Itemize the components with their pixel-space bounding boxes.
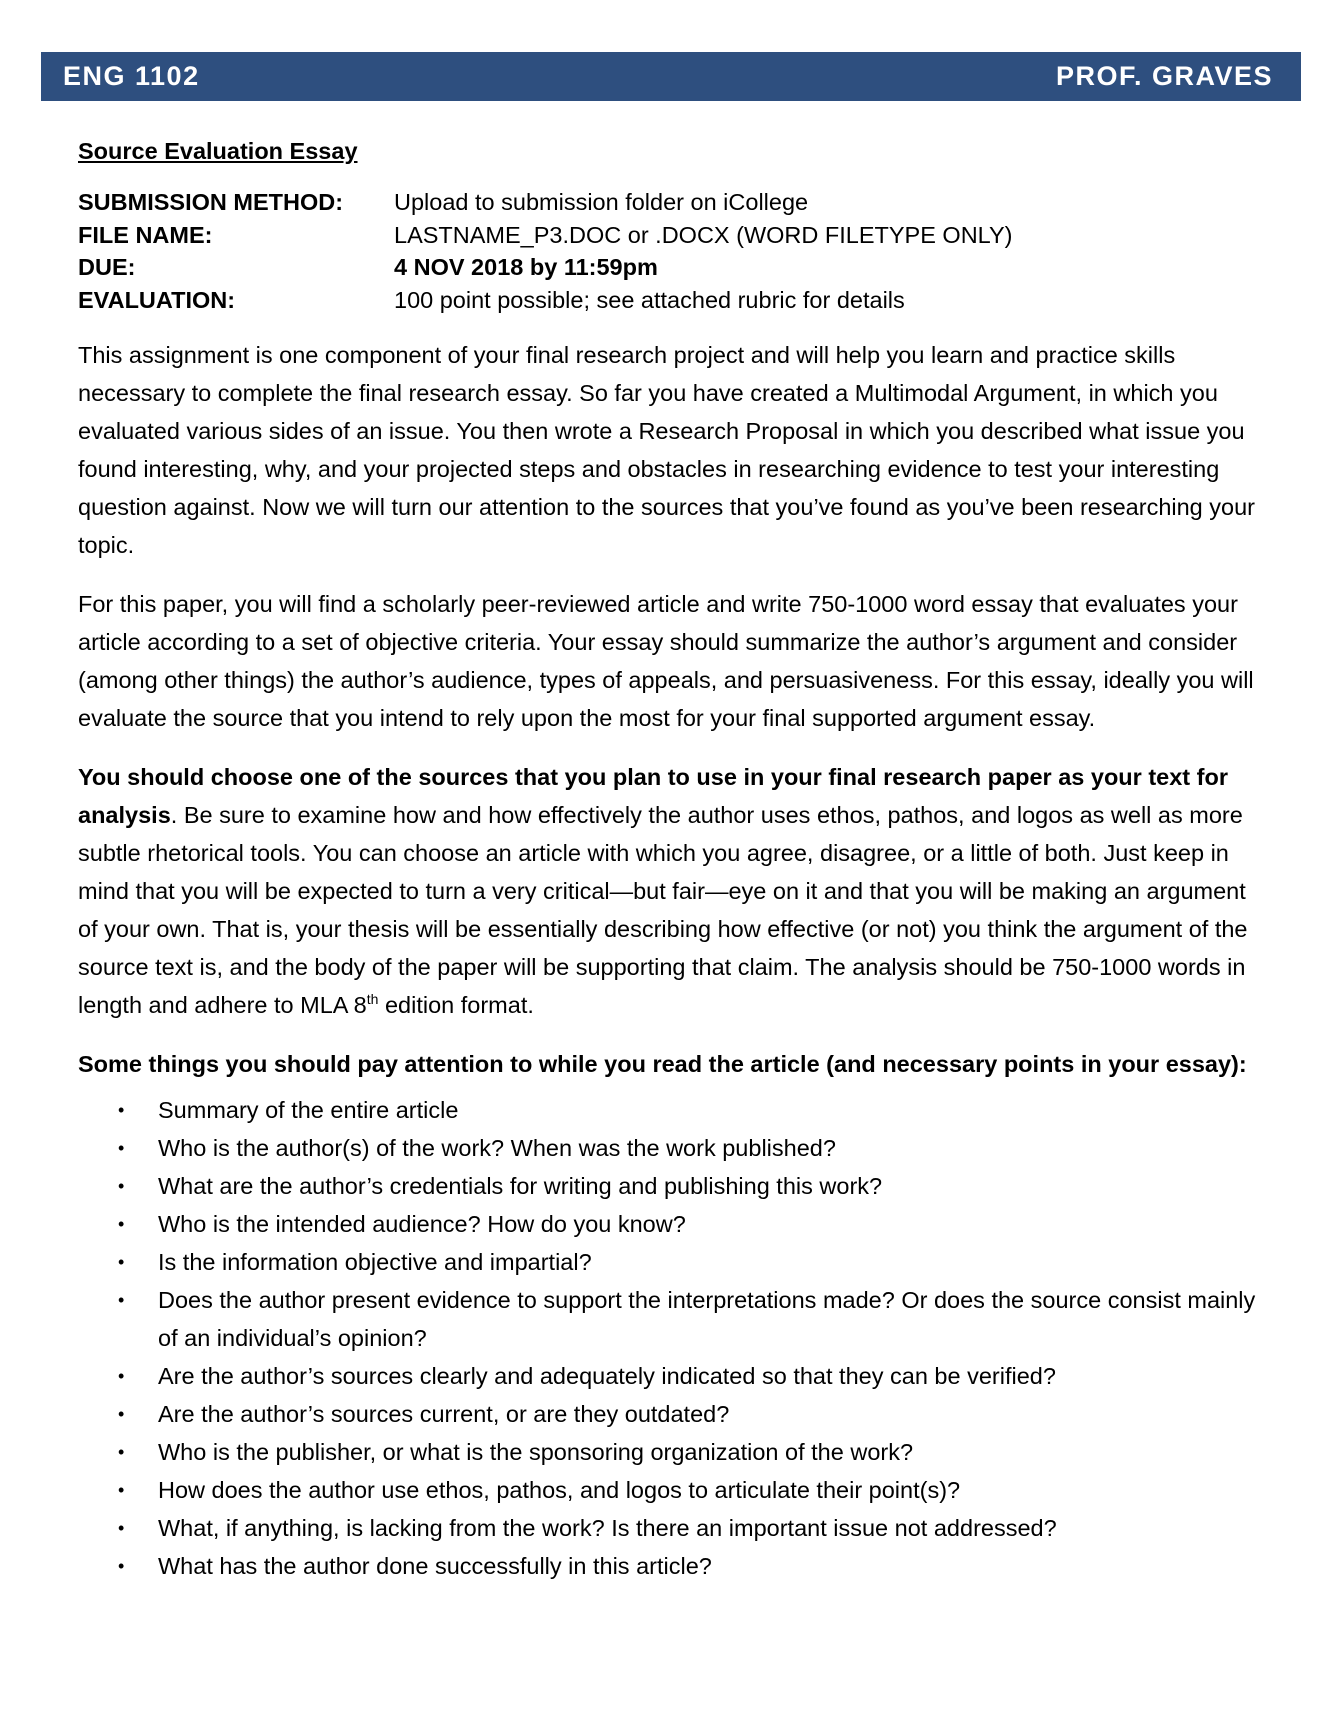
bullet-icon: • xyxy=(118,1480,125,1500)
list-item: • Is the information objective and impartial? xyxy=(78,1243,1268,1281)
detail-row-evaluation xyxy=(78,284,1013,317)
list-item: • Does the author present evidence to support the interpretations made? Or does the source consist mainly of an individual’s opinion? xyxy=(78,1281,1268,1357)
professor-name: PROF. GRAVES xyxy=(1055,61,1273,91)
checklist xyxy=(78,1091,1268,1585)
document-body xyxy=(78,132,1268,1585)
list-item: • Summary of the entire article xyxy=(78,1091,1268,1129)
analysis-paragraph xyxy=(78,758,1268,1024)
list-item: • Who is the intended audience? How do you know? xyxy=(78,1205,1268,1243)
list-item: • Are the author’s sources clearly and adequately indicated so that they can be verified? xyxy=(78,1357,1268,1395)
bullet-icon: • xyxy=(118,1214,125,1234)
checklist-heading: Some things you should pay attention to while you read the article (and necessary points in your essay): xyxy=(78,1051,1247,1077)
detail-value: 100 point possible; see attached rubric for details xyxy=(394,286,905,313)
analysis-text: . Be sure to examine how and how effectively the author uses ethos, pathos, and logos as well as more subtle rhetorical tools. You can choose an article with which you agree, disagree, or a little of both. Just keep in mind that you will be expected to turn a very critical—but fair—eye on it and that you will be making an argument of your own. That is, your thesis will be essentially describing how effective (or not) you think the argument of the source text is, and the body of the paper will be supporting that claim. The analysis should be 750-1000 words in length and adhere to MLA 8 xyxy=(78,802,1248,1018)
header-bar xyxy=(41,52,1301,101)
detail-value: LASTNAME_P3.DOC or .DOCX (WORD FILETYPE ONLY) xyxy=(394,221,1013,248)
detail-label: FILE NAME: xyxy=(78,221,213,248)
assignment-paragraph: For this paper, you will find a scholarly peer-reviewed article and write 750-1000 word essay that evaluates your article according to a set of objective criteria. Your essay should summarize the author’s argument and consider (among other things) the author’s audience, types of appeals, and persuasiveness. For this essay, ideally you will evaluate the source that you intend to rely upon the most for your final supported argument essay. xyxy=(78,591,1254,731)
analysis-text-end: edition format. xyxy=(378,992,534,1018)
bullet-icon: • xyxy=(118,1442,125,1462)
ordinal-suffix: th xyxy=(366,991,379,1008)
list-item: • What are the author’s credentials for writing and publishing this work? xyxy=(78,1167,1268,1205)
page-title: Source Evaluation Essay xyxy=(78,138,358,164)
list-item: • What, if anything, is lacking from the work? Is there an important issue not addressed? xyxy=(78,1509,1268,1547)
detail-value: Upload to submission folder on iCollege xyxy=(394,189,809,215)
assignment-details xyxy=(78,186,1013,316)
detail-label: DUE: xyxy=(78,254,136,280)
list-item: • Are the author’s sources current, or are they outdated? xyxy=(78,1395,1268,1433)
detail-label: SUBMISSION METHOD: xyxy=(78,189,344,215)
detail-row-filename xyxy=(78,219,1013,252)
due-date-value: 4 NOV 2018 by 11:59pm xyxy=(394,254,658,280)
bullet-icon: • xyxy=(118,1366,125,1386)
bullet-icon: • xyxy=(118,1404,125,1424)
list-item: • How does the author use ethos, pathos, and logos to articulate their point(s)? xyxy=(78,1471,1268,1509)
bullet-icon: • xyxy=(118,1138,125,1158)
detail-row-submission xyxy=(78,186,1013,219)
detail-row-due xyxy=(78,251,1013,284)
list-item: • Who is the author(s) of the work? When was the work published? xyxy=(78,1129,1268,1167)
detail-label: EVALUATION: xyxy=(78,286,236,313)
course-code: ENG 1102 xyxy=(63,61,200,91)
list-item: • What has the author done successfully in this article? xyxy=(78,1547,1268,1585)
bullet-icon: • xyxy=(118,1252,125,1272)
list-item: • Who is the publisher, or what is the sponsoring organization of the work? xyxy=(78,1433,1268,1471)
bullet-icon: • xyxy=(118,1518,125,1538)
bullet-icon: • xyxy=(118,1176,125,1196)
bullet-icon: • xyxy=(118,1290,125,1310)
bullet-icon: • xyxy=(118,1556,125,1576)
intro-paragraph: This assignment is one component of your final research project and will help you learn and practice skills necessary to complete the final research essay. So far you have created a Multimodal Argument, in which you evaluated various sides of an issue. You then wrote a Research Proposal in which you described what issue you found interesting, why, and your projected steps and obstacles in researching evidence to test your interesting question against. Now we will turn our attention to the sources that you’ve found as you’ve been researching your topic. xyxy=(78,342,1255,558)
analysis-emphasis: You should choose one of the sources that you plan to use in your final research paper as your text for analysis xyxy=(78,764,1228,828)
bullet-icon: • xyxy=(118,1100,125,1120)
